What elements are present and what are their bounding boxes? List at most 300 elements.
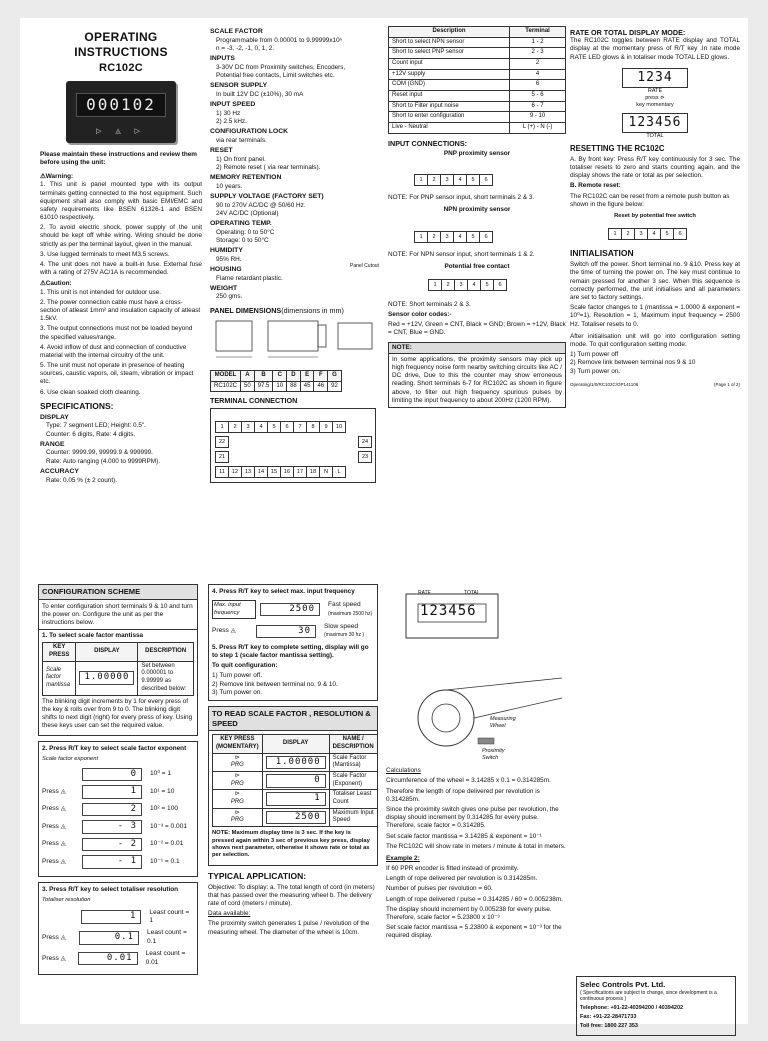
display-value: 0.1 (79, 931, 139, 945)
pfc-terminals (428, 279, 566, 291)
press-row (42, 929, 194, 946)
table-cell: 2 (510, 59, 566, 70)
spec-heading: OPERATING TEMP. (210, 219, 272, 227)
dim-cell: 50 (241, 381, 255, 392)
caution-heading: ⚠Caution: (40, 280, 72, 288)
terminal-cell: 5 (480, 279, 494, 291)
reset-front-text: A. By front key: Press R/T key continuously for 3 sec. The totaliser resets to zero and starts counting again, and the display shows the rate or total as per selection. (570, 155, 740, 180)
step4-label: Max. input frequency (212, 600, 256, 619)
caution-item: 6. Use clean soaked cloth cleaning. (40, 388, 141, 396)
device-keys: ▷ ◬ ▷ (96, 127, 147, 135)
dim-header: G (328, 371, 342, 382)
name-cell: Maximum Input Speed (329, 808, 377, 826)
terminal-cell: 6 (479, 174, 493, 186)
spec-heading: ACCURACY (40, 467, 79, 475)
name-cell: Totaliser Least Count (329, 790, 377, 808)
column-figure (386, 588, 566, 943)
terminal-heading: TERMINAL CONNECTION (210, 396, 298, 406)
typical-objective: Objective: To display: a. The total length of cord (in meters) that has passed over the measuring wheel b. The delivery rate of cord (meters / minute). (208, 883, 375, 908)
pnp-terminals (414, 174, 566, 186)
doc-title: OPERATING INSTRUCTIONS (74, 30, 168, 60)
step1-title: 1. To select scale factor mantissa (39, 629, 197, 642)
terminal-cell: 5 (660, 228, 674, 240)
table-cell: +12V supply (389, 69, 510, 80)
dim-cell: 45 (300, 381, 314, 392)
spec-line: 10 years. (216, 182, 243, 190)
press-label (42, 934, 79, 942)
prg-key-icon: ⊳ (234, 754, 240, 761)
terminal-cell: 1 (414, 231, 428, 243)
press-label (42, 805, 82, 813)
table-row (389, 91, 566, 102)
init-steps (570, 351, 740, 376)
spec-line: Programmable from 0.00001 to 9.99999x10ⁿ (216, 36, 342, 44)
step2-box (38, 741, 198, 877)
spec-heading: SENSOR SUPPLY (210, 82, 268, 90)
terminal-cell: 4 (453, 174, 467, 186)
press-text: Press (42, 805, 59, 813)
npn-note: NOTE: For NPN sensor input, short terminals 1 & 2. (388, 250, 535, 258)
reset-heading: RESETTING THE RC102C (570, 143, 665, 153)
caution-item: 4. Avoid inflow of dust and connection of conductive material with the internal circuitry of the unit. (40, 343, 187, 359)
rate-label: RATE (647, 87, 663, 94)
column-intro (40, 26, 202, 485)
terminal-cell: 3 (241, 421, 255, 433)
terminal-cell: L (332, 466, 346, 478)
warning-icon: ⚠ (40, 173, 46, 181)
press-text: Press (42, 822, 59, 830)
terminal-cell: 5 (466, 231, 480, 243)
init-step: 2) Remove link between terminal nos 9 & 10 (570, 359, 696, 367)
terminal-cell: 8 (306, 421, 320, 433)
reset-terminals (608, 228, 740, 240)
calc-line: Therefore the length of rope delivered per revolution is 0.314285m. (386, 787, 540, 803)
terminal-cell: 3 (634, 228, 648, 240)
table-row (389, 80, 566, 91)
example2-line: Length of rope delivered per revolution is 0.314285m. (386, 875, 538, 883)
prg-key-icon: ⊳ (234, 791, 240, 798)
value-desc: 10¹ = 10 (150, 787, 175, 795)
table-cell: COM (GND) (389, 80, 510, 91)
table-cell: 4 (510, 69, 566, 80)
warning-item: 4. The unit does not have a built-in fuse. External fuse with a rating of 275V AC/1A is recommended. (40, 261, 202, 277)
value-desc: 10⁰ = 1 (150, 770, 172, 778)
up-key-icon: ◬ (58, 805, 66, 813)
terminal-cell: 2 (441, 279, 455, 291)
table-row (389, 112, 566, 123)
spec-heading: RANGE (40, 440, 65, 448)
warning-heading: ⚠Warning: (40, 173, 74, 181)
spec-heading: MEMORY RETENTION (210, 174, 282, 181)
spec-line: In built 12V DC (±10%), 30 mA (216, 90, 304, 98)
dim-cell: 97.5 (254, 381, 273, 392)
panel-cutout-label: Panel Cutout (350, 262, 379, 269)
up-key-icon: ◬ (58, 787, 66, 795)
table-row (213, 753, 378, 771)
read-note: NOTE: Maximum display time is 3 sec. If the key is pressed again within 3 sec of previous key press, display shows next parameter, otherwise it shows rate or total as per selection. (212, 830, 370, 859)
terminal-cell: 9 (319, 421, 333, 433)
spec-line: 24V AC/DC (Optional) (216, 209, 279, 217)
table-row (389, 37, 566, 48)
company-box (576, 976, 736, 1036)
total-label: TOTAL (646, 132, 664, 139)
up-key-icon: ◬ (230, 627, 236, 635)
press-row (42, 855, 194, 869)
terminal-cell: 16 (280, 466, 294, 478)
step4-display-slow: 30 (256, 625, 316, 639)
display-value: 1.00000 (266, 756, 326, 770)
press-label (42, 858, 82, 866)
spec-line: 2) Remote reset ( via rear terminals). (216, 163, 321, 171)
press-text: Press (42, 857, 59, 865)
up-key-icon: ◬ (58, 840, 66, 848)
example2-heading: Example 2: (386, 854, 420, 862)
spec-heading: SPECIFICATIONS: (40, 400, 114, 411)
key-cell (213, 790, 263, 808)
step3-rows (42, 909, 194, 968)
spec-line: 3-30V DC from Proximity switches, Encoders, (216, 63, 346, 71)
spec-line: Counter: 9999.99, 99999.9 & 999999. (46, 449, 153, 457)
pnp-title: PNP proximity sensor (443, 149, 511, 157)
spec-heading: SCALE FACTOR (210, 28, 263, 35)
table-cell: Short to Filter input noise (389, 101, 510, 112)
display-value: - 3 (82, 820, 142, 834)
read-table: KEY PRESS (MOMENTARY) DISPLAY NAME / DESCRIPTION ⊳ PRG 1.00000 Scale Factor (Mantissa) ⊳ PRG 0 Scale Factor (Exponent) ⊳ PRG 1 Totaliser Least Count ⊳ PRG 2500 Maximum Input Speed (212, 734, 378, 827)
terminal-cell: 4 (647, 228, 661, 240)
display-value: 2500 (266, 811, 326, 825)
caution-list (40, 289, 202, 397)
reset-figure-title: Reset by potential free switch (614, 213, 696, 219)
step1-table: KEY PRESS DISPLAY DESCRIPTION Scale factor mantissa 1.00000 Set between 0.000001 to 9.99999 as described below: (42, 642, 194, 695)
up-key-icon: ◬ (58, 954, 66, 962)
value-desc: Least count = 0.01 (145, 950, 186, 966)
press-row (42, 785, 194, 799)
terminal-cell: 4 (453, 231, 467, 243)
terminal-cell: 3 (440, 174, 454, 186)
terminal-diagram: 1 2 3 4 5 6 7 8 9 10 22 24 21 23 11 12 13 14 15 16 17 18 N L (210, 408, 376, 483)
press-row (42, 909, 194, 926)
spec-line: Rate: Auto ranging (4.000 to 9999RPM). (46, 457, 161, 465)
table-row (213, 790, 378, 808)
rate-display: 1234 (622, 68, 688, 88)
spec-line: Storage: 0 to 50°C (216, 236, 269, 244)
spec-heading: CONFIGURATION LOCK (210, 128, 289, 136)
value-desc: 10⁻¹ = 0.1 (150, 857, 180, 865)
column-connections (388, 26, 566, 408)
terminal-cell: 3 (454, 279, 468, 291)
typical-data: The proximity switch generates 1 pulse / revolution of the measuring wheel. The diameter of the wheel is 10cm. (208, 920, 370, 936)
value-desc: 10⁻³ = 0.001 (150, 822, 188, 830)
display-value: 0.01 (78, 952, 138, 966)
step4-box: 4. Press R/T key to select max. input frequency Max. input frequency 2500 Fast speed (maximum 2500 hz) Press ◬ 30 Slow speed (maximum 30 hz ) 5. Press R/T key to complete setting, display will go to step 1 (scale factor mantissa setting). To quit configuration: 1) Turn power off. 2) Remove link between terminal no. 9 & 10. 3) Turn power on. (208, 584, 378, 701)
terminal-cell: 6 (493, 279, 507, 291)
key-cell (213, 772, 263, 790)
typical-heading: TYPICAL APPLICATION: (208, 870, 307, 881)
up-key-icon: ◬ (58, 933, 66, 941)
reset-remote-text: The RC102C can be reset from a remote push button as shown in the figure below: (570, 192, 730, 208)
table-cell: 9 - 10 (510, 112, 566, 123)
spec-heading: SUPPLY VOLTAGE (FACTORY SET) (210, 192, 324, 200)
press-row (42, 838, 194, 852)
rt-key-icon: ⊳ (660, 94, 665, 101)
step4-title: 4. Press R/T key to select max. input frequency (212, 588, 355, 595)
column-modes (570, 26, 740, 387)
caution-icon: ⚠ (40, 280, 46, 288)
table-cell: 1 - 2 (510, 37, 566, 48)
step2-label: Scale factor exponent (42, 756, 99, 763)
init-text: Switch off the power. Short terminal no. 9 &10. Press key at the time of turning the power on. The key must continue to remain pressed for another 3 sec. When this sequence is correctly performed, the unit initialises and all parameters are set to factory settings. (570, 261, 740, 302)
panel-dimension-drawing (210, 315, 380, 365)
spec-line: 1) 30 Hz (216, 109, 241, 117)
company-name: Selec Controls Pvt. Ltd. (580, 980, 666, 989)
init-step: 1) Turn power off (570, 351, 619, 359)
dim-header: C (273, 371, 287, 382)
config-heading: CONFIGURATION SCHEME (39, 585, 197, 600)
terminal-cell: 4 (467, 279, 481, 291)
step4-display-fast: 2500 (260, 603, 320, 617)
name-cell: Scale Factor (Exponent) (329, 772, 377, 790)
calc-line: Since the proximity switch gives one pulse per revolution, the display should increment by 0.314285 for every pulse. Therefore, scale factor = 0.314285. (386, 805, 559, 830)
dim-cell: 46 (314, 381, 328, 392)
spec-line: Rate: 0.05 % (± 2 count). (46, 476, 117, 484)
doc-model: RC102C (99, 61, 143, 74)
terminal-cell: 6 (673, 228, 687, 240)
terminal-cell: 15 (267, 466, 281, 478)
table-cell: Short to enter configuration (389, 112, 510, 123)
press-label (42, 840, 82, 848)
table-row (389, 69, 566, 80)
spec-heading: INPUTS (210, 55, 235, 63)
terminal-cell: 2 (427, 231, 441, 243)
step2-rows (42, 768, 194, 869)
spec-list (40, 414, 202, 485)
column-company (576, 976, 736, 1041)
column-config (38, 584, 198, 980)
table-cell: Count input (389, 59, 510, 70)
key-cell (213, 753, 263, 771)
column-config-2 (208, 584, 378, 939)
read-heading: TO READ SCALE FACTOR , RESOLUTION & SPEED (209, 707, 377, 731)
display-value: 1 (266, 792, 326, 806)
value-desc: Least count = 1 (149, 908, 190, 924)
spec-line: 2) 2.5 kHz. (216, 117, 247, 125)
terminal-cell: 14 (254, 466, 268, 478)
key-label: PRG (230, 799, 244, 806)
rate-heading: RATE OR TOTAL DISPLAY MODE: (570, 28, 686, 37)
typical-data-heading: Data available: (208, 910, 251, 918)
total-display: 123456 (622, 113, 688, 133)
terminal-cell: 10 (332, 421, 346, 433)
spec-line: via rear terminals. (216, 136, 267, 144)
press-label (42, 955, 78, 963)
terminal-cell: 1 (414, 174, 428, 186)
display-cell (262, 790, 329, 808)
spec-heading: WEIGHT (210, 284, 238, 292)
reset-remote-heading: B. Remote reset: (570, 182, 621, 190)
spec-line: n = -3, -2, -1, 0, 1, 2. (216, 44, 275, 52)
warning-list (40, 181, 202, 277)
spec-line: Flame retardant plastic. (216, 274, 283, 282)
table-cell: 5 - 6 (510, 91, 566, 102)
calc-list (386, 777, 566, 851)
fig-total-label: TOTAL (464, 590, 480, 596)
manual-page-1 (20, 18, 748, 580)
calc-line: Circumference of the wheel = 3.14285 x 0.1 = 0.314285m. (386, 777, 551, 785)
prg-key-icon: ⊳ (234, 809, 240, 816)
table-cell: Short to select NPN sensor (389, 37, 510, 48)
table-row (213, 808, 378, 826)
caution-item: 3. The output connections must not be loaded beyond the specified values/range. (40, 325, 193, 341)
input-heading: INPUT CONNECTIONS: (388, 138, 468, 148)
value-desc: Least count = 0.1 (147, 929, 187, 945)
example2-line: If 60 PPR encoder is fitted instead of proximity. (386, 865, 519, 873)
display-cell (262, 753, 329, 771)
prg-key-icon: ⊳ (234, 773, 240, 780)
spec-heading: HOUSING (210, 265, 242, 273)
example2-list (386, 865, 566, 941)
up-key-icon: ◬ (58, 857, 66, 865)
example2-line: Set scale factor mantissa = 5.23800 & exponent = 10⁻³ for the required display. (386, 924, 562, 940)
init-step: 3) Turn power on. (570, 367, 621, 375)
warning-item: 2. To avoid electric shock, power supply of the unit should be kept off while wiring. Wiring should be done strictly as per the terminal layout, given in the manual. (40, 224, 202, 248)
fig-rate-label: RATE (418, 590, 431, 596)
pnp-note: NOTE: For PNP sensor input, short terminals 2 & 3. (388, 194, 535, 202)
spec-line: Potential free contacts, Limit switches etc. (216, 71, 335, 79)
spec-heading: HUMIDITY (210, 247, 243, 254)
dim-cell: 10 (273, 381, 287, 392)
npn-title: NPN proximity sensor (443, 206, 511, 214)
company-note: ( Specifications are subject to change, since development is a continuous process ) (580, 989, 717, 1003)
table-cell: Short to select PNP sensor (389, 48, 510, 59)
display-value: - 2 (82, 838, 142, 852)
terminal-cell: 4 (254, 421, 268, 433)
spec-heading: RESET (210, 146, 233, 154)
up-key-icon: ◬ (58, 822, 66, 830)
init-text-3: After initialisation unit will go into configuration setting mode. To quit configuration setting mode: (570, 332, 740, 348)
table-cell: 2 - 3 (510, 48, 566, 59)
config-intro: To enter configuration short terminals 9 & 10 and turn the power on. Configure the unit as per the instructions below. (42, 602, 193, 627)
terminal-cell: 2 (427, 174, 441, 186)
dim-cell: 92 (328, 381, 342, 392)
spec-line: 90 to 270V AC/DC @ 50/60 Hz. (216, 201, 306, 209)
company-tollfree: Toll free: 1800 227 353 (580, 1022, 638, 1029)
spec-heading: INPUT SPEED (210, 101, 256, 108)
terminal-cell: 3 (440, 231, 454, 243)
color-code-heading: Sensor color codes:- (388, 311, 452, 319)
read-box (208, 706, 378, 866)
init-text-2: Scale factor changes to 1 (mantissa = 1.0000 & exponent = 10⁰=1), Resolution = 1, Maximum input frequency = 2500 Hz. Totaliser resets to 0. (570, 304, 740, 328)
warning-item: 1. This unit is panel mounted type with its output terminals getting connected to the host equipment. Such equipment shall also comply with basic EMI/EMC and safety requirements like BSEN 61326-1 and BSEN 61010 respectively. (40, 181, 202, 222)
press-text: Press (42, 787, 59, 795)
spec-line: 250 gms. (216, 293, 243, 301)
key-momentary-label: key momentary (636, 101, 674, 108)
press-text: Press (42, 840, 59, 848)
spec-list-2 (210, 28, 380, 302)
terminal-cell: 12 (228, 466, 242, 478)
display-cell (262, 772, 329, 790)
table-cell: 6 - 7 (510, 101, 566, 112)
step5-title: 5. Press R/T key to complete setting, display will go to step 1 (scale factor mantissa setting). (212, 643, 369, 660)
terminal-cell: 6 (479, 231, 493, 243)
table-row (389, 48, 566, 59)
key-label: PRG (230, 780, 244, 787)
table-row (389, 59, 566, 70)
terminal-cell: 5 (267, 421, 281, 433)
spec-line: Operating: 0 to 50°C (216, 228, 275, 236)
press-label (42, 823, 82, 831)
key-cell (213, 808, 263, 826)
spec-line: Type: 7 segment LED; Height: 0.5". (46, 422, 146, 430)
display-value: 0 (82, 768, 142, 782)
terminal-cell: 7 (293, 421, 307, 433)
table-cell: L (+) - N (-) (510, 123, 566, 134)
spec-heading: DISPLAY (40, 413, 69, 421)
table-row (389, 101, 566, 112)
table-cell: Live - Neutral (389, 123, 510, 134)
dim-header: B (254, 371, 273, 382)
calc-line: Set scale factor mantissa = 3.14285 & exponent = 10⁻¹ (386, 832, 542, 840)
fig-wheel-label: Measuring Wheel (490, 716, 516, 730)
terminal-cell: 13 (241, 466, 255, 478)
quit-step: 2) Remove link between terminal no. 9 & 10. (212, 680, 338, 688)
press-text: Press (42, 954, 59, 962)
press-row (42, 768, 194, 782)
spec-line: Counter: 6 digits, Rate: 4 digits. (46, 430, 136, 438)
warning-item: 3. Use lugged terminals to meet M3.5 screws. (40, 250, 170, 258)
name-cell: Scale Factor (Mantissa) (329, 753, 377, 771)
rate-text: The RC102C toggles between RATE display and TOTAL display at the momentary press of R/T key .In rate mode RATE LED glows & in totaliser mode TOTAL LED glows. (570, 37, 740, 61)
column-specs (210, 26, 380, 483)
config-box (38, 584, 198, 736)
fig-display: 123456 (420, 603, 477, 619)
display-cell (262, 808, 329, 826)
press-row (42, 803, 194, 817)
key-label: PRG (230, 817, 244, 824)
step1-key: Scale factor mantissa (43, 661, 76, 695)
panel-heading: PANEL DIMENSIONS(dimensions in mm) (210, 305, 344, 315)
fig-prox-label: Proximity Switch (482, 748, 505, 762)
dim-header: MODEL (211, 371, 241, 382)
dim-header: D (287, 371, 301, 382)
terminal-cell: 1 (608, 228, 622, 240)
display-value: - 1 (82, 855, 142, 869)
value-desc: 10⁻² = 0.01 (150, 840, 184, 848)
display-value: 0 (266, 774, 326, 788)
dimension-table (210, 370, 342, 392)
manual-page-2 (20, 578, 748, 1029)
table-cell: 6 (510, 80, 566, 91)
dim-header: E (300, 371, 314, 382)
terminal-cell: 11 (215, 466, 229, 478)
step3-title: 3. Press R/T key to select totaliser resolution (42, 885, 179, 893)
calc-line: The RC102C will show rate in meters / minute & total in meters. (386, 842, 566, 850)
dim-cell: RC102C (211, 381, 241, 392)
dim-header: F (314, 371, 328, 382)
example2-line: The display should increment by 0.005238 for every pulse. Therefore, scale factor = 5.23800 x 10⁻³ (386, 905, 552, 921)
terminal-cell: 5 (466, 174, 480, 186)
npn-terminals (414, 231, 566, 243)
device-display: 000102 (76, 93, 166, 117)
caution-item: 2. The power connection cable must have a cross-section of atleast 1mm² and insulation capacity of atleast 1.5kV. (40, 298, 201, 323)
quit-steps (212, 672, 374, 697)
press-text: Press (42, 933, 59, 941)
terminal-cell: N (319, 466, 333, 478)
maintain-text: Please maintain these instructions and review them before using the unit: (40, 150, 197, 166)
terminal-cell: 18 (306, 466, 320, 478)
terminal-cell: 1 (428, 279, 442, 291)
company-fax: Fax: +91-22-28471733 (580, 1013, 637, 1020)
example2-line: Number of pulses per revolution = 60. (386, 885, 493, 893)
